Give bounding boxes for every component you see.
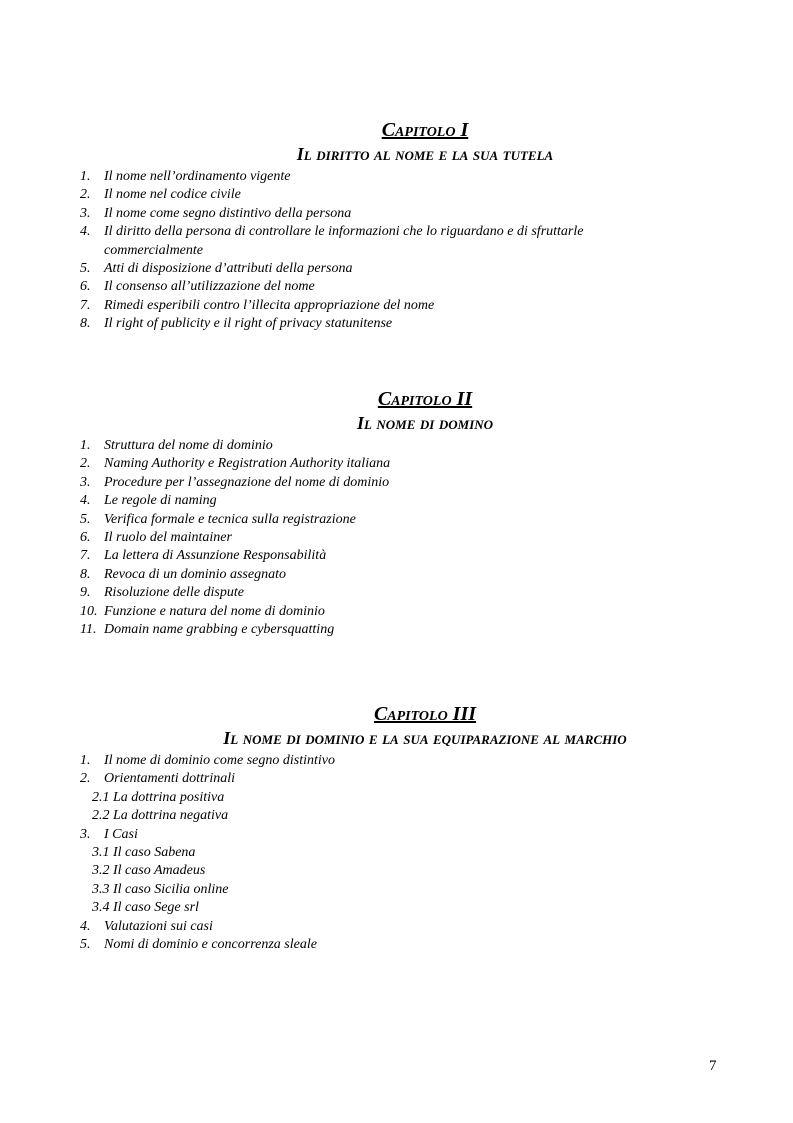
toc-item-number: 6. bbox=[80, 279, 91, 295]
chapter-subtitle: Il diritto al nome e la sua tutela bbox=[296, 144, 554, 164]
toc-item bbox=[80, 260, 770, 278]
toc-item bbox=[80, 455, 770, 473]
chapter-title: Capitolo III bbox=[373, 703, 477, 725]
toc-item bbox=[80, 529, 770, 547]
toc-item-text: Funzione e natura del nome di dominio bbox=[104, 603, 325, 619]
toc-item-number: 9. bbox=[80, 585, 91, 601]
toc-item bbox=[80, 223, 770, 260]
toc-item bbox=[80, 168, 770, 186]
toc-item-number: 1. bbox=[80, 753, 91, 768]
chapter-title: Capitolo II bbox=[377, 388, 473, 410]
toc-item-number: 4. bbox=[80, 493, 91, 509]
toc-item-text: Risoluzione delle dispute bbox=[104, 585, 244, 601]
toc-item-number: 4. bbox=[80, 918, 91, 934]
toc-item bbox=[80, 862, 770, 880]
toc-item-text: Il nome di dominio come segno distintivo bbox=[104, 753, 335, 768]
toc-item-number: 3. bbox=[80, 826, 91, 842]
toc-item-text: Le regole di naming bbox=[104, 493, 217, 509]
toc-item-text: I Casi bbox=[104, 826, 138, 842]
chapter-2 bbox=[80, 387, 770, 639]
toc-item-number: 1. bbox=[80, 438, 91, 453]
toc-item-text: Struttura del nome di dominio bbox=[104, 438, 273, 453]
toc-item-number: 3. bbox=[80, 474, 91, 490]
toc-item-text: Naming Authority e Registration Authority italiana bbox=[104, 456, 391, 472]
toc-item-text: Orientamenti dottrinali bbox=[104, 771, 236, 787]
toc-item-number: 7. bbox=[80, 548, 91, 564]
page-number: 7 bbox=[709, 1058, 717, 1074]
toc-item bbox=[80, 881, 770, 899]
toc-item-text: Verifica formale e tecnica sulla registrazione bbox=[104, 511, 356, 527]
toc-item-text: 3.3 Il caso Sicilia online bbox=[92, 881, 229, 897]
toc-item bbox=[80, 547, 770, 565]
toc-item-text: Domain name grabbing e cybersquatting bbox=[104, 622, 335, 638]
toc-item-text: Revoca di un dominio assegnato bbox=[104, 566, 286, 582]
toc-item-number: 7. bbox=[80, 297, 91, 313]
toc-item bbox=[80, 770, 770, 788]
chapter-toc bbox=[80, 168, 770, 334]
toc-item-number: 8. bbox=[80, 566, 91, 582]
toc-item-number: 8. bbox=[80, 316, 91, 332]
toc-item bbox=[80, 918, 770, 936]
toc-item bbox=[80, 315, 770, 333]
toc-item-number: 5. bbox=[80, 511, 91, 527]
chapter-toc bbox=[80, 437, 770, 639]
toc-item-text: Il ruolo del maintainer bbox=[104, 530, 232, 546]
toc-item-number: 1. bbox=[80, 169, 91, 184]
toc-item-text: Il nome nell’ordinamento vigente bbox=[104, 169, 291, 184]
toc-item bbox=[80, 278, 770, 296]
toc-item-number: 10. bbox=[80, 603, 98, 619]
toc-item bbox=[80, 566, 770, 584]
toc-item-number: 2. bbox=[80, 456, 91, 472]
chapter-toc bbox=[80, 752, 770, 954]
toc-item-number: 5. bbox=[80, 937, 91, 953]
toc-item-text: Il nome come segno distintivo della persona bbox=[104, 205, 352, 221]
toc-item-text: Rimedi esperibili contro l’illecita appropriazione del nome bbox=[104, 297, 435, 313]
toc-item-text: Il nome nel codice civile bbox=[104, 187, 241, 203]
chapter-3 bbox=[80, 702, 770, 954]
toc-item bbox=[80, 621, 770, 639]
toc-item bbox=[80, 752, 770, 770]
toc-item-number: 2. bbox=[80, 187, 91, 203]
toc-item-number: 5. bbox=[80, 261, 91, 277]
chapter-title: Capitolo I bbox=[381, 119, 469, 141]
toc-item bbox=[80, 603, 770, 621]
toc-item-text: Il consenso all’utilizzazione del nome bbox=[104, 279, 315, 295]
toc-item bbox=[80, 936, 770, 954]
toc-item-text: 3.1 Il caso Sabena bbox=[92, 845, 196, 861]
toc-item-number: 2. bbox=[80, 771, 91, 787]
toc-item-text: Valutazioni sui casi bbox=[104, 918, 213, 934]
toc-item-number: 6. bbox=[80, 530, 91, 546]
toc-item bbox=[80, 437, 770, 455]
toc-item-number: 3. bbox=[80, 205, 91, 221]
chapter-1 bbox=[80, 118, 770, 334]
toc-item bbox=[80, 205, 770, 223]
toc-item bbox=[80, 186, 770, 204]
toc-item bbox=[80, 474, 770, 492]
toc-item-number: 11. bbox=[80, 622, 97, 638]
toc-item-text: Nomi di dominio e concorrenza sleale bbox=[104, 937, 317, 953]
toc-item-text: Il right of publicity e il right of privacy statunitense bbox=[104, 316, 393, 332]
chapter-subtitle: Il nome di domino bbox=[356, 413, 494, 433]
toc-item-text: Atti di disposizione d’attributi della persona bbox=[104, 261, 353, 277]
toc-item bbox=[80, 584, 770, 602]
toc-item bbox=[80, 297, 770, 315]
toc-item-text: 2.1 La dottrina positiva bbox=[92, 789, 225, 805]
toc-item-text: Il diritto della persona di controllare le informazioni che lo riguardano e di sfruttarle commercialmente bbox=[104, 224, 584, 258]
toc-item-text: La lettera di Assunzione Responsabilità bbox=[104, 548, 327, 564]
toc-item bbox=[80, 789, 770, 807]
toc-item-text: 3.2 Il caso Amadeus bbox=[92, 863, 206, 879]
toc-item bbox=[80, 492, 770, 510]
toc-item bbox=[80, 511, 770, 529]
chapter-subtitle: Il nome di dominio e la sua equiparazione al marchio bbox=[223, 728, 627, 748]
toc-item bbox=[80, 826, 770, 844]
toc-item bbox=[80, 844, 770, 862]
toc-item bbox=[80, 899, 770, 917]
toc-item-number: 4. bbox=[80, 224, 91, 240]
toc-item-text: 2.2 La dottrina negativa bbox=[92, 808, 229, 824]
toc-item-text: Procedure per l’assegnazione del nome di dominio bbox=[104, 474, 390, 490]
toc-item bbox=[80, 807, 770, 825]
toc-item-text: 3.4 Il caso Sege srl bbox=[92, 900, 199, 916]
